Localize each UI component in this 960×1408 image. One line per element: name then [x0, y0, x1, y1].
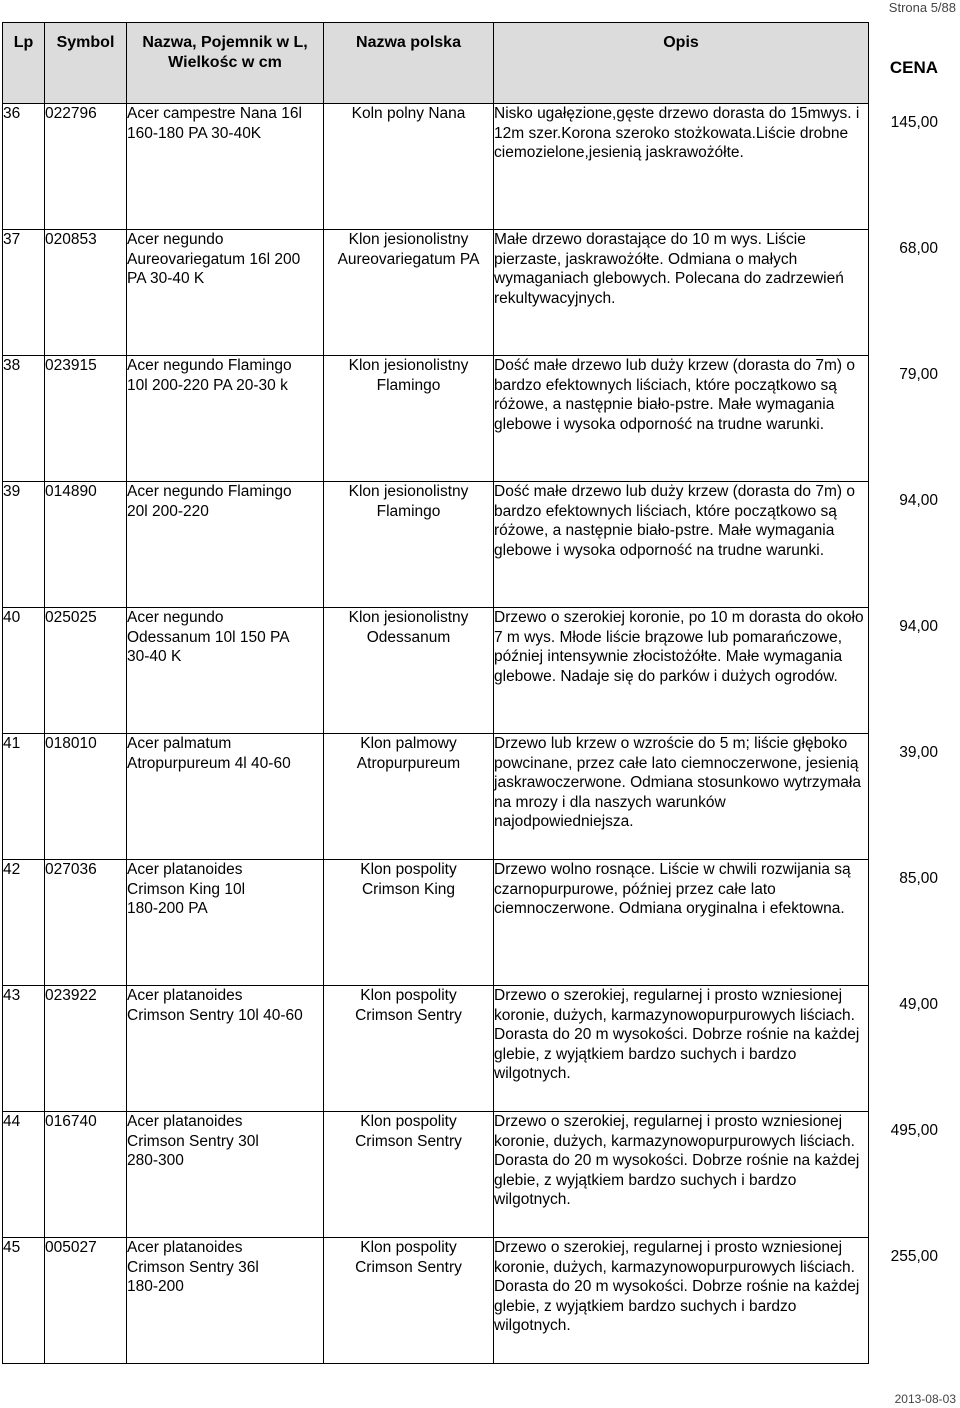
header-symbol: Symbol — [45, 23, 127, 104]
row-price: 145,00 — [890, 114, 938, 131]
row-name-line: Crimson Sentry 30l — [127, 1132, 259, 1150]
row-polish-name-line: Klon jesionolistny — [348, 609, 469, 626]
row-name — [127, 608, 324, 734]
row-symbol: 016740 — [45, 1112, 127, 1238]
row-polish-name-line: Flamingo — [376, 502, 441, 520]
row-description: Drzewo wolno rosnące. Liście w chwili rozwijania są czarnopurpurowe, później przez całe lato ciemnoczerwone. Odmiana oryginalna i efektowna. — [494, 860, 869, 986]
row-polish-name-line: Crimson Sentry — [355, 1006, 462, 1024]
row-price: 495,00 — [890, 1122, 938, 1139]
table-row — [3, 356, 869, 482]
row-price: 85,00 — [899, 870, 938, 887]
row-description: Dość małe drzewo lub duży krzew (dorasta do 7m) o bardzo efektownych liściach, które początkowo są różowe, a następnie biało-pstre. Małe wymagania glebowe i wysoka odporność na trudne warunki. — [494, 482, 869, 608]
row-name-line: 10l 200-220 PA 20-30 k — [127, 376, 288, 394]
table-row — [3, 482, 869, 608]
row-price: 79,00 — [899, 366, 938, 383]
row-symbol: 023915 — [45, 356, 127, 482]
header-name-line2: Wielkośc w cm — [168, 54, 282, 71]
row-polish-name-line: Odessanum — [366, 628, 451, 646]
table-row — [3, 608, 869, 734]
table-row — [3, 860, 869, 986]
row-name — [127, 482, 324, 608]
table-row — [3, 1238, 869, 1364]
row-description: Drzewo o szerokiej, regularnej i prosto wzniesionej koronie, dużych, karmazynowopurpurowych liściach. Dorasta do 20 m wysokości. Dobrze rośnie na każdej glebie, z wyjątkiem bardzo suchych i bardzo wilgotnych. — [494, 1112, 869, 1238]
row-name-line: 160-180 PA 30-40K — [127, 124, 262, 142]
row-description: Drzewo o szerokiej, regularnej i prosto wzniesionej koronie, dużych, karmazynowopurpurowych liściach. Dorasta do 20 m wysokości. Dobrze rośnie na każdej glebie, z wyjątkiem bardzo suchych i bardzo wilgotnych. — [494, 1238, 869, 1364]
row-symbol: 023922 — [45, 986, 127, 1112]
header-name-line1: Nazwa, Pojemnik w L, — [142, 34, 308, 51]
row-polish-name-line: Crimson Sentry — [355, 1258, 462, 1276]
row-polish-name-line: Klon pospolity — [360, 1239, 457, 1256]
row-name — [127, 356, 324, 482]
price-column — [870, 22, 958, 1374]
row-name-line: 20l 200-220 — [127, 502, 209, 520]
row-name-line: Acer platanoides — [127, 861, 243, 878]
row-lp: 38 — [3, 356, 45, 482]
row-polish-name — [324, 734, 494, 860]
row-symbol: 018010 — [45, 734, 127, 860]
row-polish-name-line: Klon pospolity — [360, 861, 457, 878]
table-row — [3, 104, 869, 230]
row-polish-name-line: Crimson King — [361, 880, 456, 898]
row-name-line: 30-40 K — [127, 648, 182, 666]
row-name-line: Crimson Sentry 10l 40-60 — [127, 1006, 303, 1024]
row-polish-name — [324, 1238, 494, 1364]
row-description: Nisko ugałęzione,gęste drzewo dorasta do 15mwys. i 12m szer.Korona szeroko stożkowata.Liście drobne ciemozielone,jesienią jaskrawożółte. — [494, 104, 869, 230]
row-symbol: 005027 — [45, 1238, 127, 1364]
row-price: 255,00 — [890, 1248, 938, 1265]
row-lp: 41 — [3, 734, 45, 860]
table-row — [3, 734, 869, 860]
row-name-line: Acer negundo — [127, 609, 224, 626]
row-polish-name — [324, 482, 494, 608]
row-name — [127, 230, 324, 356]
table-row — [3, 1112, 869, 1238]
table-header-row — [3, 23, 869, 104]
header-price: CENA — [889, 58, 939, 77]
footer-date: 2013-08-03 — [894, 1392, 956, 1406]
row-polish-name-line: Klon jesionolistny — [348, 357, 469, 374]
row-name-line: Acer platanoides — [127, 1239, 243, 1256]
row-polish-name-line: Klon jesionolistny — [348, 483, 469, 500]
row-name-line: Acer negundo — [127, 231, 224, 248]
row-name-line: PA 30-40 K — [127, 270, 205, 288]
row-description: Małe drzewo dorastające do 10 m wys. Liście pierzaste, jaskrawożółte. Odmiana o małych wymaganiach glebowych. Polecana do zadrzewień rekultywacyjnych. — [494, 230, 869, 356]
row-description: Drzewo o szerokiej koronie, po 10 m dorasta do około 7 m wys. Młode liście brązowe lub pomarańczowe, później intensywnie złocistożółte. Małe wymagania glebowe. Nadaje się do parków i dużych ogrodów. — [494, 608, 869, 734]
row-name-line: Crimson Sentry 36l — [127, 1258, 259, 1276]
row-name — [127, 1238, 324, 1364]
product-table — [2, 22, 869, 1364]
header-polish-name: Nazwa polska — [324, 23, 494, 104]
row-polish-name-line: Klon pospolity — [360, 1113, 457, 1130]
row-symbol: 020853 — [45, 230, 127, 356]
row-name-line: Acer palmatum — [127, 735, 232, 752]
row-polish-name — [324, 356, 494, 482]
row-symbol: 027036 — [45, 860, 127, 986]
row-name-line: Acer negundo Flamingo — [127, 483, 292, 500]
row-polish-name — [324, 860, 494, 986]
row-polish-name — [324, 1112, 494, 1238]
row-polish-name-line: Atropurpureum — [356, 754, 461, 772]
row-price: 49,00 — [899, 996, 938, 1013]
row-description: Dość małe drzewo lub duży krzew (dorasta do 7m) o bardzo efektownych liściach, które początkowo są różowe, a następnie biało-pstre. Małe wymagania glebowe i wysoka odporność na trudne warunki. — [494, 356, 869, 482]
header-description: Opis — [494, 23, 869, 104]
row-price: 68,00 — [899, 240, 938, 257]
row-lp: 36 — [3, 104, 45, 230]
row-name — [127, 1112, 324, 1238]
table-row — [3, 230, 869, 356]
row-lp: 44 — [3, 1112, 45, 1238]
row-name-line: 180-200 PA — [127, 900, 208, 918]
row-polish-name-line: Flamingo — [376, 376, 441, 394]
row-polish-name-line: Klon palmowy — [360, 735, 457, 752]
row-name-line: Acer platanoides — [127, 1113, 243, 1130]
row-lp: 39 — [3, 482, 45, 608]
row-price: 94,00 — [899, 618, 938, 635]
row-description: Drzewo o szerokiej, regularnej i prosto wzniesionej koronie, dużych, karmazynowopurpurowych liściach. Dorasta do 20 m wysokości. Dobrze rośnie na każdej glebie, z wyjątkiem bardzo suchych i bardzo wilgotnych. — [494, 986, 869, 1112]
row-name — [127, 986, 324, 1112]
row-name — [127, 104, 324, 230]
row-name-line: Odessanum 10l 150 PA — [127, 628, 290, 646]
row-polish-name-line: Crimson Sentry — [355, 1132, 462, 1150]
row-name — [127, 860, 324, 986]
header-lp: Lp — [3, 23, 45, 104]
row-price: 39,00 — [899, 744, 938, 761]
row-polish-name-line: Koln polny Nana — [351, 105, 466, 122]
row-polish-name — [324, 230, 494, 356]
row-polish-name-line: Aureovariegatum PA — [337, 250, 480, 268]
row-name — [127, 734, 324, 860]
row-name-line: Acer platanoides — [127, 987, 243, 1004]
row-description: Drzewo lub krzew o wzroście do 5 m; liście głęboko powcinane, przez całe lato ciemnoczerwone, jesienią jaskrawoczerwone. Odmiana stosunkowo wytrzymała na mrozy i dla naszych warunków najodpowiedniejsza. — [494, 734, 869, 860]
header-name — [127, 23, 324, 104]
page-number: Strona 5/88 — [888, 0, 956, 15]
row-lp: 40 — [3, 608, 45, 734]
row-name-line: Atropurpureum 4l 40-60 — [127, 754, 291, 772]
row-polish-name — [324, 608, 494, 734]
row-price: 94,00 — [899, 492, 938, 509]
row-symbol: 025025 — [45, 608, 127, 734]
row-polish-name — [324, 104, 494, 230]
row-lp: 45 — [3, 1238, 45, 1364]
row-symbol: 022796 — [45, 104, 127, 230]
row-name-line: Aureovariegatum 16l 200 — [127, 250, 301, 268]
row-name-line: Acer negundo Flamingo — [127, 357, 292, 374]
row-name-line: 280-300 — [127, 1152, 184, 1170]
row-lp: 42 — [3, 860, 45, 986]
row-lp: 43 — [3, 986, 45, 1112]
row-polish-name-line: Klon pospolity — [360, 987, 457, 1004]
row-symbol: 014890 — [45, 482, 127, 608]
table-row — [3, 986, 869, 1112]
row-polish-name-line: Klon jesionolistny — [348, 231, 469, 248]
row-name-line: Crimson King 10l — [127, 880, 246, 898]
row-polish-name — [324, 986, 494, 1112]
row-name-line: Acer campestre Nana 16l — [127, 105, 302, 122]
row-name-line: 180-200 — [127, 1278, 184, 1296]
row-lp: 37 — [3, 230, 45, 356]
